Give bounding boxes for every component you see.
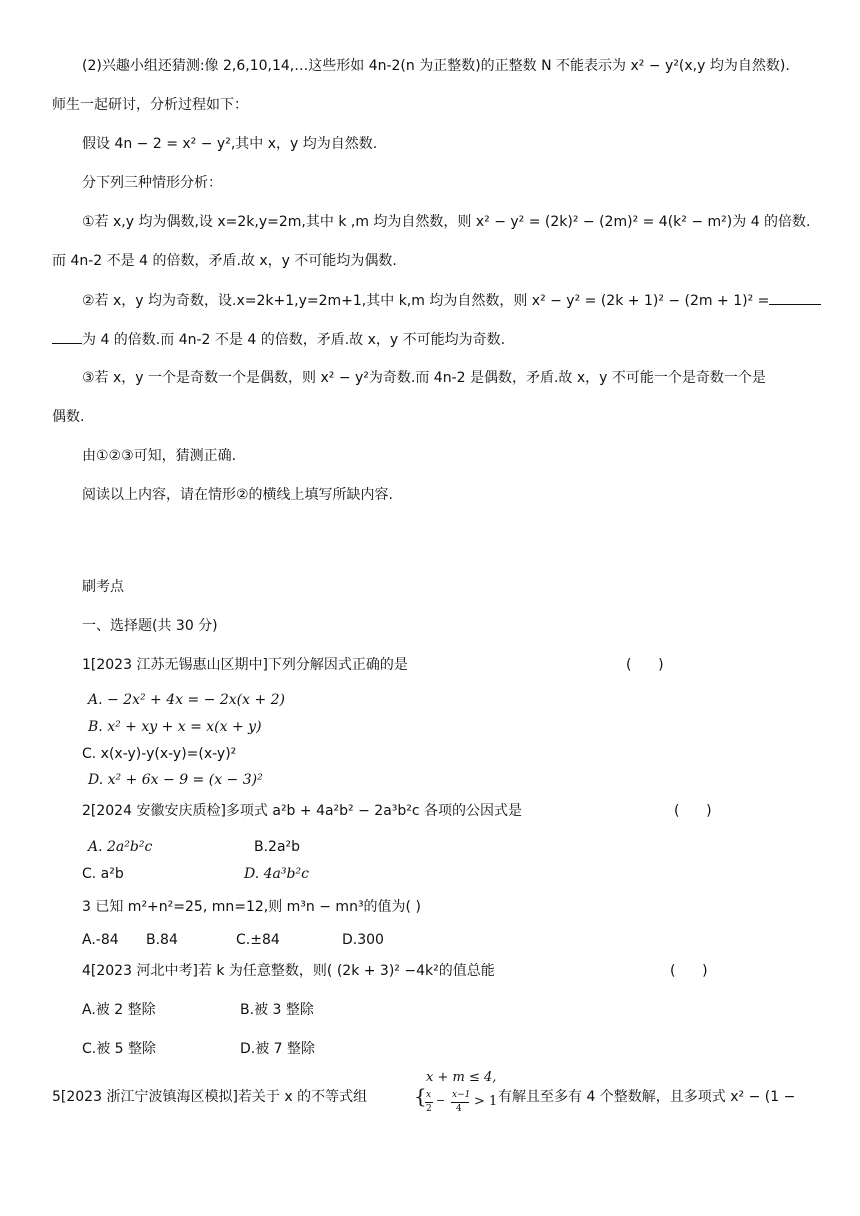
- system-line-2-tail: > 1: [474, 1094, 498, 1109]
- conclusion: 由①②③可知，猜测正确.: [82, 448, 237, 464]
- case2-line1: [82, 290, 821, 311]
- paragraph-hypothesis: (2)兴趣小组还猜测:像 2,6,10,14,…这些形如 4n-2(n 为正整数)的正整数 N 不能表示为 x² − y²(x,y 均为自然数).: [82, 58, 790, 74]
- fraction-2-den: 4: [456, 1104, 462, 1114]
- q1-option-c[interactable]: C. x(x-y)-y(x-y)=(x-y)²: [82, 746, 237, 762]
- case2-blank-part1[interactable]: [769, 290, 821, 305]
- q3-option-c[interactable]: C.±84: [236, 932, 280, 948]
- fraction-2-num: x−1: [452, 1090, 471, 1100]
- fraction-1-bar: [425, 1102, 433, 1103]
- part-heading: 一、选择题(共 30 分): [82, 618, 218, 634]
- case2-text: ②若 x，y 均为奇数，设.x=2k+1,y=2m+1,其中 k,m 均为自然数，则 x² − y² = (2k + 1)² − (2m + 1)² =: [82, 293, 770, 309]
- question-4: 4[2023 河北中考]若 k 为任意整数，则( (2k + 3)² −4k²的值总能: [82, 963, 495, 979]
- system-brace: {: [414, 1084, 427, 1108]
- case1-line2: 而 4n-2 不是 4 的倍数，矛盾.故 x，y 不可能均为偶数.: [52, 253, 397, 269]
- system-line-1: x + m ≤ 4,: [426, 1070, 497, 1085]
- q1-option-d[interactable]: D. x² + 6x − 9 = (x − 3)²: [88, 772, 263, 788]
- q2-option-a[interactable]: A. 2a²b²c: [88, 839, 153, 855]
- q2-option-b[interactable]: B.2a²b: [254, 839, 301, 855]
- case2-blank-part2[interactable]: [52, 329, 82, 344]
- question-5: 5[2023 浙江宁波镇海区模拟]若关于 x 的不等式组: [52, 1089, 368, 1105]
- paragraph-assume: 假设 4n − 2 = x² − y²,其中 x，y 均为自然数.: [82, 136, 378, 152]
- question-5-cont: 有解且至多有 4 个整数解，且多项式 x² − (1 −: [498, 1089, 796, 1105]
- fraction-1-num: x: [426, 1090, 432, 1100]
- question-3: 3 已知 m²+n²=25, mn=12,则 m³n − mn³的值为( ): [82, 899, 421, 915]
- answer-paren-2[interactable]: ( ): [674, 803, 712, 819]
- q4-option-c[interactable]: C.被 5 整除: [82, 1041, 157, 1057]
- answer-paren-1[interactable]: ( ): [626, 657, 664, 673]
- practice-heading: 刷考点: [82, 579, 124, 595]
- q3-option-a[interactable]: A.-84: [82, 932, 119, 948]
- q4-option-d[interactable]: D.被 7 整除: [240, 1041, 316, 1057]
- answer-paren-4[interactable]: ( ): [670, 963, 708, 979]
- task-instruction: 阅读以上内容，请在情形②的横线上填写所缺内容.: [82, 487, 393, 503]
- q4-option-b[interactable]: B.被 3 整除: [240, 1002, 314, 1018]
- q2-option-c[interactable]: C. a²b: [82, 866, 124, 882]
- question-1: 1[2023 江苏无锡惠山区期中]下列分解因式正确的是: [82, 657, 408, 673]
- q1-option-a[interactable]: A. − 2x² + 4x = − 2x(x + 2): [88, 692, 286, 708]
- fraction-2-bar: [451, 1102, 469, 1103]
- inequality-system: [414, 1070, 498, 1120]
- q4-option-a[interactable]: A.被 2 整除: [82, 1002, 156, 1018]
- case2-text-cont: 为 4 的倍数.而 4n-2 不是 4 的倍数，矛盾.故 x，y 不可能均为奇数.: [82, 332, 506, 348]
- paragraph-cases-intro: 分下列三种情形分析：: [82, 175, 222, 191]
- q3-option-d[interactable]: D.300: [342, 932, 384, 948]
- paragraph-discussion: 师生一起研讨，分析过程如下：: [52, 97, 248, 113]
- q1-option-b[interactable]: B. x² + xy + x = x(x + y): [88, 719, 262, 735]
- fraction-1-den: 2: [426, 1104, 432, 1114]
- minus-sign: −: [436, 1094, 446, 1107]
- question-2: 2[2024 安徽安庆质检]多项式 a²b + 4a²b² − 2a³b²c 各项的公因式是: [82, 803, 523, 819]
- case2-line2: [52, 329, 505, 350]
- case3-line1: ③若 x，y 一个是奇数一个是偶数，则 x² − y²为奇数.而 4n-2 是偶数，矛盾.故 x，y 不可能一个是奇数一个是: [82, 370, 766, 386]
- case1-line1: ①若 x,y 均为偶数,设 x=2k,y=2m,其中 k ,m 均为自然数，则 x² − y² = (2k)² − (2m)² = 4(k² − m²)为 4 的倍数.: [82, 214, 811, 230]
- q3-option-b[interactable]: B.84: [146, 932, 178, 948]
- case3-line2: 偶数.: [52, 409, 85, 425]
- q2-option-d[interactable]: D. 4a³b²c: [244, 866, 309, 882]
